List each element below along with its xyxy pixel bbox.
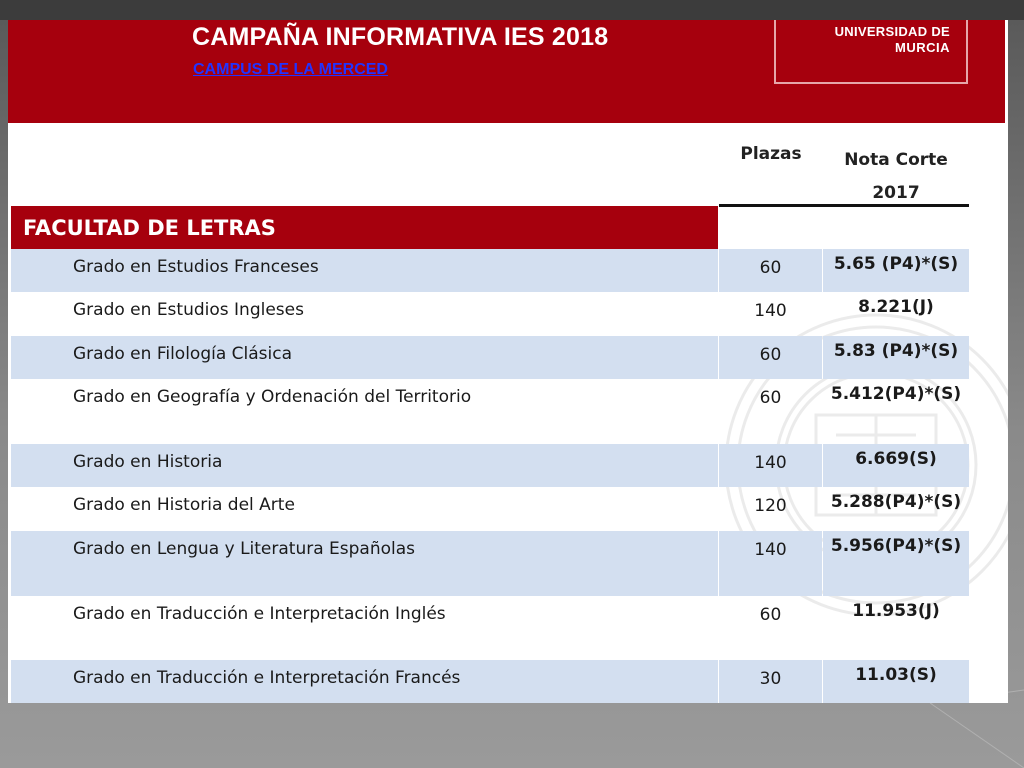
table-row — [11, 487, 969, 530]
table-row — [11, 249, 969, 292]
nota-value: 5.65 (P4)*(S) — [833, 254, 959, 274]
table-row — [11, 596, 969, 660]
faculty-header: FACULTAD DE LETRAS — [11, 206, 718, 249]
plazas-value: 120 — [754, 496, 787, 516]
plazas-value: 140 — [754, 540, 787, 560]
plazas-value: 30 — [759, 669, 782, 689]
column-header-nota — [823, 144, 969, 210]
table-row — [11, 660, 969, 703]
degree-name: Grado en Historia — [73, 452, 223, 472]
column-header-plazas: Plazas — [740, 144, 802, 164]
table-row — [11, 292, 969, 335]
degree-name: Grado en Historia del Arte — [73, 495, 295, 515]
nota-value: 6.669(S) — [855, 449, 937, 469]
nota-value: 5.956(P4)*(S) — [830, 536, 962, 556]
table-row — [11, 379, 969, 444]
nota-value: 8.221(J) — [858, 297, 934, 317]
plazas-value: 60 — [759, 258, 782, 278]
table-row — [11, 531, 969, 596]
logo-line-1: UNIVERSIDAD DE — [834, 24, 950, 39]
table-row — [11, 444, 969, 487]
nota-header-line-2: 2017 — [872, 183, 920, 203]
plazas-value: 60 — [759, 388, 782, 408]
nota-value: 11.03(S) — [855, 665, 937, 685]
degree-name: Grado en Estudios Franceses — [73, 257, 319, 277]
degree-name: Grado en Lengua y Literatura Españolas — [73, 539, 416, 559]
slide — [8, 20, 1008, 703]
header-banner — [8, 20, 1005, 123]
nota-value: 5.412(P4)*(S) — [830, 384, 962, 404]
plazas-value: 60 — [759, 605, 782, 625]
nota-header-line-1: Nota Corte — [844, 150, 948, 170]
nota-value: 5.288(P4)*(S) — [830, 492, 962, 512]
degree-name: Grado en Traducción e Interpretación Francés — [73, 668, 461, 688]
nota-value: 11.953(J) — [852, 601, 940, 621]
degree-name: Grado en Estudios Ingleses — [73, 300, 304, 320]
campus-link[interactable]: CAMPUS DE LA MERCED — [193, 61, 388, 78]
nota-value: 5.83 (P4)*(S) — [833, 341, 959, 361]
header-divider — [719, 204, 969, 207]
university-logo — [774, 20, 968, 84]
degree-name: Grado en Filología Clásica — [73, 344, 293, 364]
page-title: CAMPAÑA INFORMATIVA IES 2018 — [192, 23, 609, 51]
logo-line-2: MURCIA — [895, 40, 950, 55]
plazas-value: 140 — [754, 301, 787, 321]
degree-name: Grado en Traducción e Interpretación Inglés — [73, 604, 446, 624]
plazas-value: 60 — [759, 345, 782, 365]
plazas-value: 140 — [754, 453, 787, 473]
table-row — [11, 336, 969, 379]
degree-name: Grado en Geografía y Ordenación del Territorio — [73, 387, 472, 407]
